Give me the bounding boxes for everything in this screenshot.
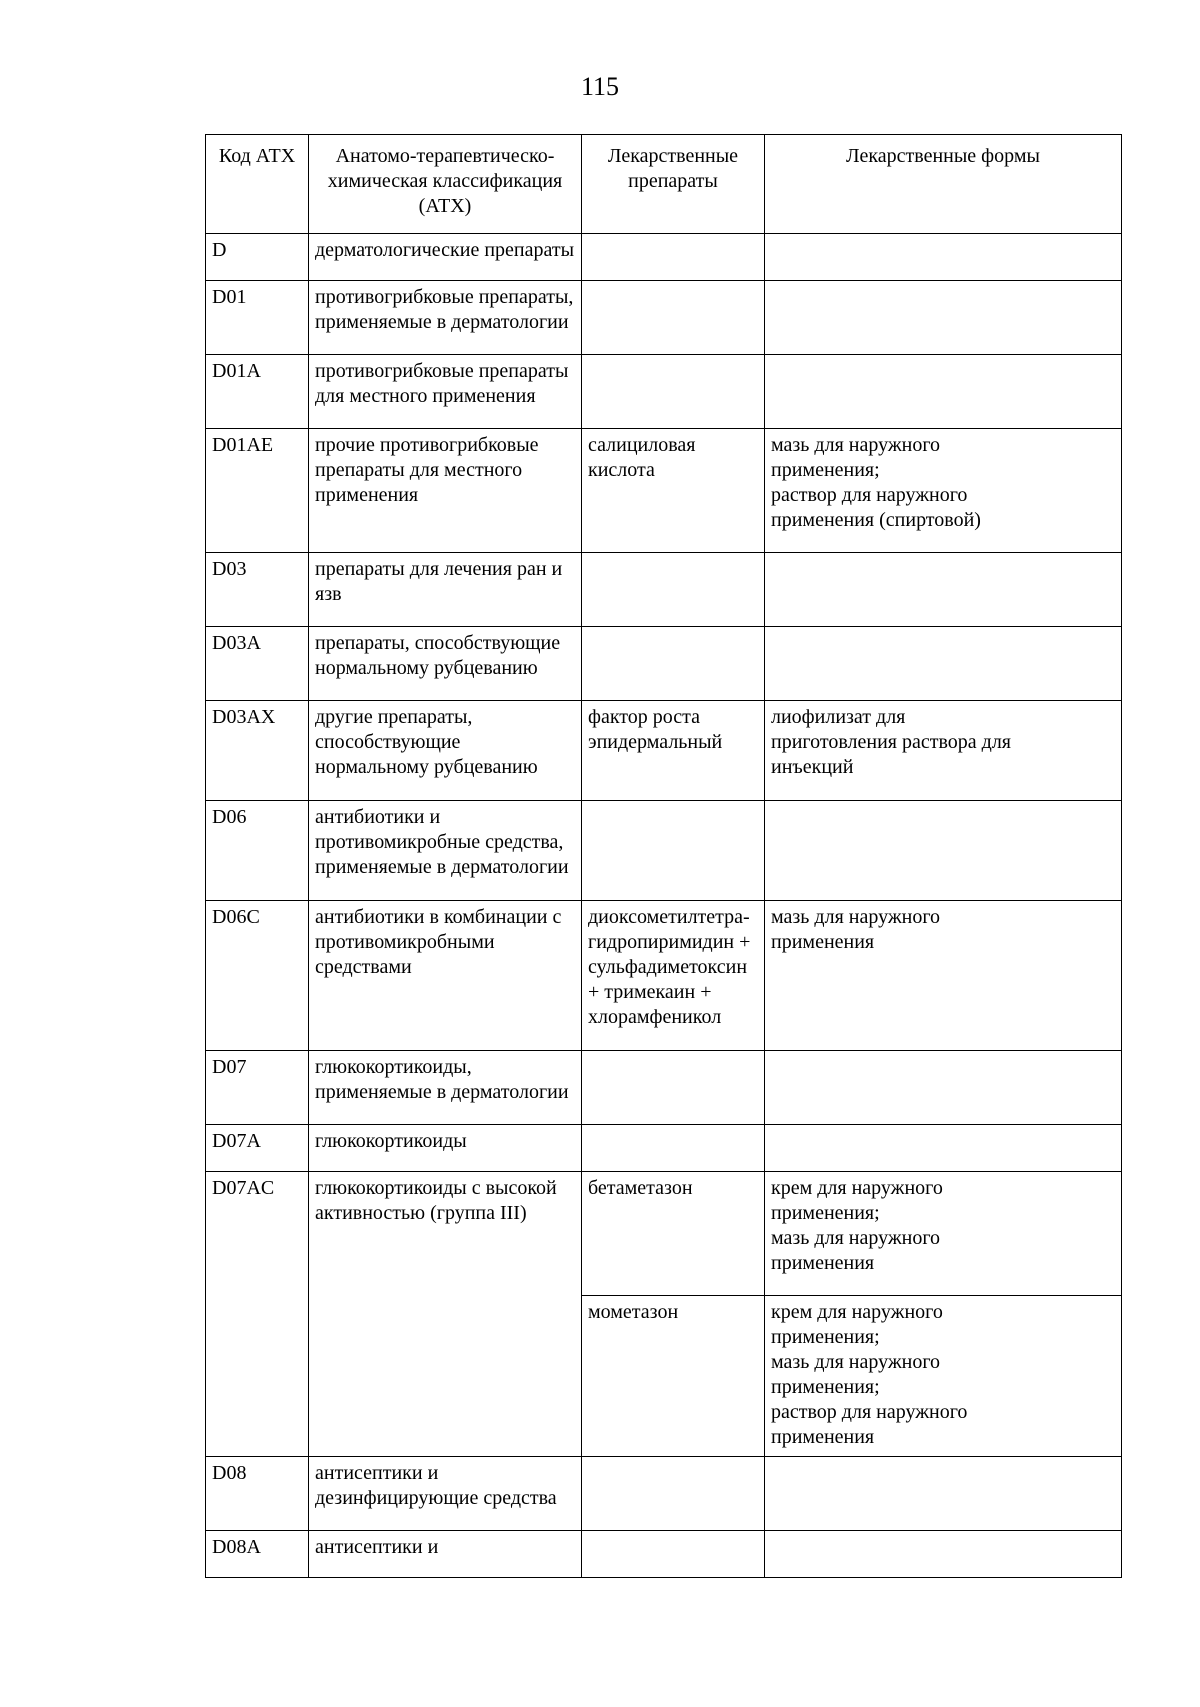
cell-dosage-form xyxy=(765,627,1122,701)
cell-atc-code: D06C xyxy=(206,901,309,1051)
cell-classification: антисептики и дезинфицирующие средства xyxy=(309,1457,582,1531)
cell-drug xyxy=(582,1531,765,1578)
cell-dosage-form: крем для наружного применения; мазь для наружного применения; раствор для наружного применения xyxy=(765,1296,1122,1457)
cell-drug xyxy=(582,801,765,901)
cell-dosage-form: крем для наружного применения; мазь для наружного применения xyxy=(765,1172,1122,1296)
cell-atc-code: D07 xyxy=(206,1051,309,1125)
cell-atc-code: D03 xyxy=(206,553,309,627)
table-row xyxy=(206,1172,1122,1296)
cell-dosage-form xyxy=(765,1457,1122,1531)
page-number: 115 xyxy=(580,72,620,101)
cell-atc-code: D xyxy=(206,234,309,281)
header-code: Код АТХ xyxy=(206,135,309,234)
table-row xyxy=(206,553,1122,627)
cell-atc-code: D07AC xyxy=(206,1172,309,1457)
cell-classification: антисептики и xyxy=(309,1531,582,1578)
table-row xyxy=(206,1125,1122,1172)
table-row xyxy=(206,1531,1122,1578)
cell-atc-code: D08 xyxy=(206,1457,309,1531)
cell-atc-code: D06 xyxy=(206,801,309,901)
cell-atc-code: D08A xyxy=(206,1531,309,1578)
header-drugs: Лекарственные препараты xyxy=(582,135,765,234)
table-row xyxy=(206,701,1122,801)
table-row xyxy=(206,627,1122,701)
cell-drug xyxy=(582,553,765,627)
cell-atc-code: D01AE xyxy=(206,429,309,553)
cell-dosage-form: мазь для наружного применения xyxy=(765,901,1122,1051)
cell-atc-code: D07A xyxy=(206,1125,309,1172)
cell-drug xyxy=(582,281,765,355)
cell-drug xyxy=(582,1051,765,1125)
cell-drug xyxy=(582,1125,765,1172)
cell-drug: мометазон xyxy=(582,1296,765,1457)
table-row xyxy=(206,281,1122,355)
table-row xyxy=(206,1051,1122,1125)
cell-atc-code: D01A xyxy=(206,355,309,429)
cell-classification: глюкокортикоиды с высокой активностью (группа III) xyxy=(309,1172,582,1457)
table-row xyxy=(206,1457,1122,1531)
cell-classification: глюкокортикоиды, применяемые в дерматологии xyxy=(309,1051,582,1125)
cell-classification: антибиотики в комбинации с противомикробными средствами xyxy=(309,901,582,1051)
header-classification: Анатомо-терапевтическо- химическая классификация (АТХ) xyxy=(309,135,582,234)
table-header-row xyxy=(206,135,1122,234)
cell-dosage-form: лиофилизат для приготовления раствора для инъекций xyxy=(765,701,1122,801)
cell-dosage-form xyxy=(765,801,1122,901)
table-row xyxy=(206,801,1122,901)
cell-drug: салициловая кислота xyxy=(582,429,765,553)
cell-drug: фактор роста эпидермальный xyxy=(582,701,765,801)
cell-drug: бетаметазон xyxy=(582,1172,765,1296)
cell-drug xyxy=(582,627,765,701)
cell-drug xyxy=(582,234,765,281)
cell-atc-code: D01 xyxy=(206,281,309,355)
cell-dosage-form xyxy=(765,1531,1122,1578)
table-row xyxy=(206,901,1122,1051)
cell-classification: дерматологические препараты xyxy=(309,234,582,281)
cell-atc-code: D03A xyxy=(206,627,309,701)
cell-classification: глюкокортикоиды xyxy=(309,1125,582,1172)
atc-classification-table xyxy=(205,134,1122,1578)
cell-dosage-form xyxy=(765,1051,1122,1125)
cell-dosage-form xyxy=(765,1125,1122,1172)
cell-dosage-form: мазь для наружного применения; раствор для наружного применения (спиртовой) xyxy=(765,429,1122,553)
table-row xyxy=(206,355,1122,429)
table-row xyxy=(206,429,1122,553)
cell-dosage-form xyxy=(765,553,1122,627)
cell-dosage-form xyxy=(765,355,1122,429)
cell-drug xyxy=(582,1457,765,1531)
cell-dosage-form xyxy=(765,234,1122,281)
cell-dosage-form xyxy=(765,281,1122,355)
cell-drug xyxy=(582,355,765,429)
cell-classification: противогрибковые препараты для местного применения xyxy=(309,355,582,429)
cell-classification: противогрибковые препараты, применяемые в дерматологии xyxy=(309,281,582,355)
table-row xyxy=(206,234,1122,281)
cell-classification: прочие противогрибковые препараты для местного применения xyxy=(309,429,582,553)
table-body xyxy=(206,234,1122,1578)
cell-classification: препараты для лечения ран и язв xyxy=(309,553,582,627)
cell-classification: препараты, способствующие нормальному рубцеванию xyxy=(309,627,582,701)
cell-atc-code: D03AX xyxy=(206,701,309,801)
header-forms: Лекарственные формы xyxy=(765,135,1122,234)
cell-drug: диоксометилтетра- гидропиримидин + сульфадиметоксин + тримекаин + хлорамфеникол xyxy=(582,901,765,1051)
cell-classification: антибиотики и противомикробные средства, применяемые в дерматологии xyxy=(309,801,582,901)
cell-classification: другие препараты, способствующие нормальному рубцеванию xyxy=(309,701,582,801)
